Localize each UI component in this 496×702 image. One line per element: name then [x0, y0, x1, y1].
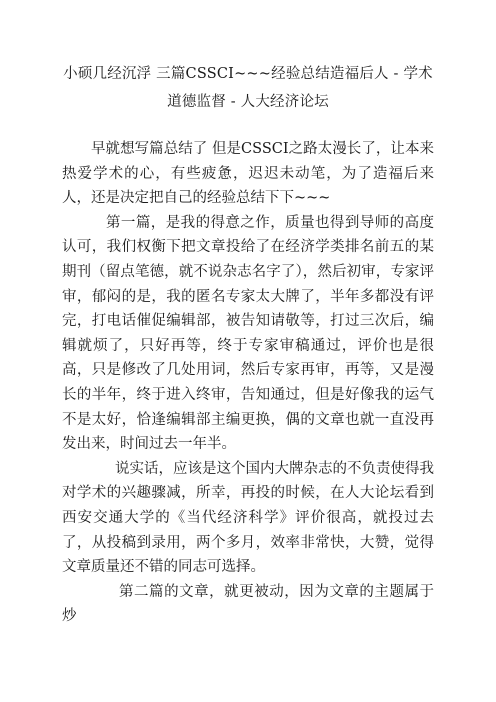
paragraph: 早就想写篇总结了 但是CSSCI之路太漫长了，让本来热爱学术的心，有些疲惫，迟迟未动笔，为了造福后来人，还是决定把自己的经验总结下下~~~ — [62, 141, 434, 207]
paragraph: 第二篇的文章，就更被动，因为文章的主题属于炒 — [62, 583, 434, 625]
document-title: 小硕几经沉浮 三篇CSSCI~~~经验总结造福后人 - 学术道德监督 - 人大经济论坛 — [63, 66, 433, 110]
document-body — [62, 137, 434, 629]
paragraph: 第一篇，是我的得意之作，质量也得到导师的高度认可，我们权衡下把文章投给了在经济学类排名前五的某期刊（留点笔德，就不说杂志名字了），然后初审，专家评审，郁闷的是，我的匿名专家太大牌了，半年多都没有评完，打电话催促编辑部，被告知请敬等，打过三次后，编辑就烦了，只好再等，终于专家审稿通过，评价也是很高，只是修改了几处用词，然后专家再审，再等，又是漫长的半年，终于进入终审，告知通过，但是好像我的运气不是太好，恰逢编辑部主编更换，偶的文章也就一直没再发出来，时间过去一年半。 — [62, 214, 434, 453]
paragraph: 说实话，应该是这个国内大牌杂志的不负责使得我对学术的兴趣骤减，所幸，再投的时候，在人大论坛看到西安交通大学的《当代经济科学》评价很高，就投过去了，从投稿到录用，两个多月，效率非常快，大赞，觉得文章质量还不错的同志可选择。 — [62, 460, 434, 576]
